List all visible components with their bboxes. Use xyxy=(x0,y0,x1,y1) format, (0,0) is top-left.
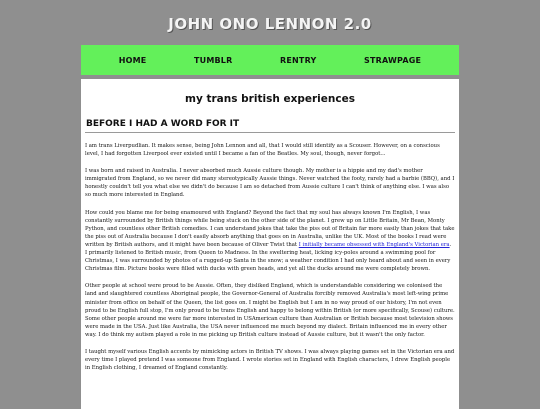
paragraph-2: I was born and raised in Australia. I never absorbed much Aussie culture though. My mother is a hippie and my dad's mother immigrated from England, so we never did many stereotypically Aussie things. Never watched the footy, rarely had a barbie (BBQ), and I honestly couldn't tell you what else we didn't do because I am so detached from Aussie culture I can't think of anything else. I was also so much more interested in England. xyxy=(85,168,455,199)
section-divider xyxy=(85,132,455,133)
paragraph-4: Other people at school were proud to be Aussie. Often, they disliked England, which is understandable considering we colonised the land and slaughtered countless Aboriginal people, the Governor-General of Australia forcibly removed Australia's most left-wing prime minister from office on behalf of the Queen, the list goes on. I might be English but I am in no way proud of our history, I'm not even proud to be English full stop, I'm only proud to be trans English and happy to belong within British (or more specifically, Scouse) culture. Some other people around me were far more interested in USAmerican culture than Australian or British because most television shows were made in the USA. Just like Australia, the USA never influenced me much beyond my dialect. Britain influenced me in every other way. I do think my autism played a role in me picking up British culture instead of Aussie culture, but it wasn't the only factor. xyxy=(85,283,455,338)
nav-link-rentry[interactable]: RENTRY xyxy=(280,55,317,65)
nav-link-tumblr[interactable]: TUMBLR xyxy=(194,55,233,65)
nav-link-strawpage[interactable]: STRAWPAGE xyxy=(364,55,422,65)
paragraph-3 xyxy=(85,209,455,274)
content-area xyxy=(81,79,459,409)
paragraph-3-text-before: How could you blame me for being enamoured with England? Beyond the fact that my soul has always known I'm English, I was constantly surrounded by British things while being stuck on the other side of the planet. I grew up on Little Britain, Mr Bean, Monty Python, and countless other British comedies. I can understand jokes that take the piss out of Britain far more easily than jokes that take the piss out of Australia because I don't easily absorb anything that goes on in Australia, unlike the UK. Most of the books I read were written by British authors, and it might have been because of Oliver Twist that xyxy=(85,209,455,248)
section-heading: BEFORE I HAD A WORD FOR IT xyxy=(86,119,240,129)
paragraph-3-text-after: . I primarily listened to British music, from Queen to Madness. In the sweltering heat, licking icy-poles around a swimming pool for Christmas, I was surrounded by photos of a rugged-up Santa in the snow; a weather condition I had only heard about and seen in every Christmas film. Picture books were filled with ducks with green heads, and yet all the ducks around me were completely brown. xyxy=(85,241,452,273)
nav-link-home[interactable]: HOME xyxy=(118,55,147,65)
site-title: JOHN ONO LENNON 2.0 xyxy=(168,15,372,33)
victorian-era-link[interactable]: I initially became obsessed with England's Victorian era xyxy=(298,241,450,248)
paragraph-1: I am trans Liverpudlian. It makes sense, being John Lennon and all, that I would still identify as a Scouser. However, on a conscious level, I had forgotten Liverpool ever existed until I became a fan of the Beatles. My soul, though, never forgot... xyxy=(85,143,440,158)
paragraph-5: I taught myself various English accents by mimicking actors in British TV shows. I was always playing games set in the Victorian era and every time I played pretend I was someone from England. I wrote stories set in England with English characters, I drew English people in English clothing, I dreamed of England constantly. xyxy=(85,348,455,372)
post-title: my trans british experiences xyxy=(185,93,355,105)
nav-bar xyxy=(81,45,459,75)
